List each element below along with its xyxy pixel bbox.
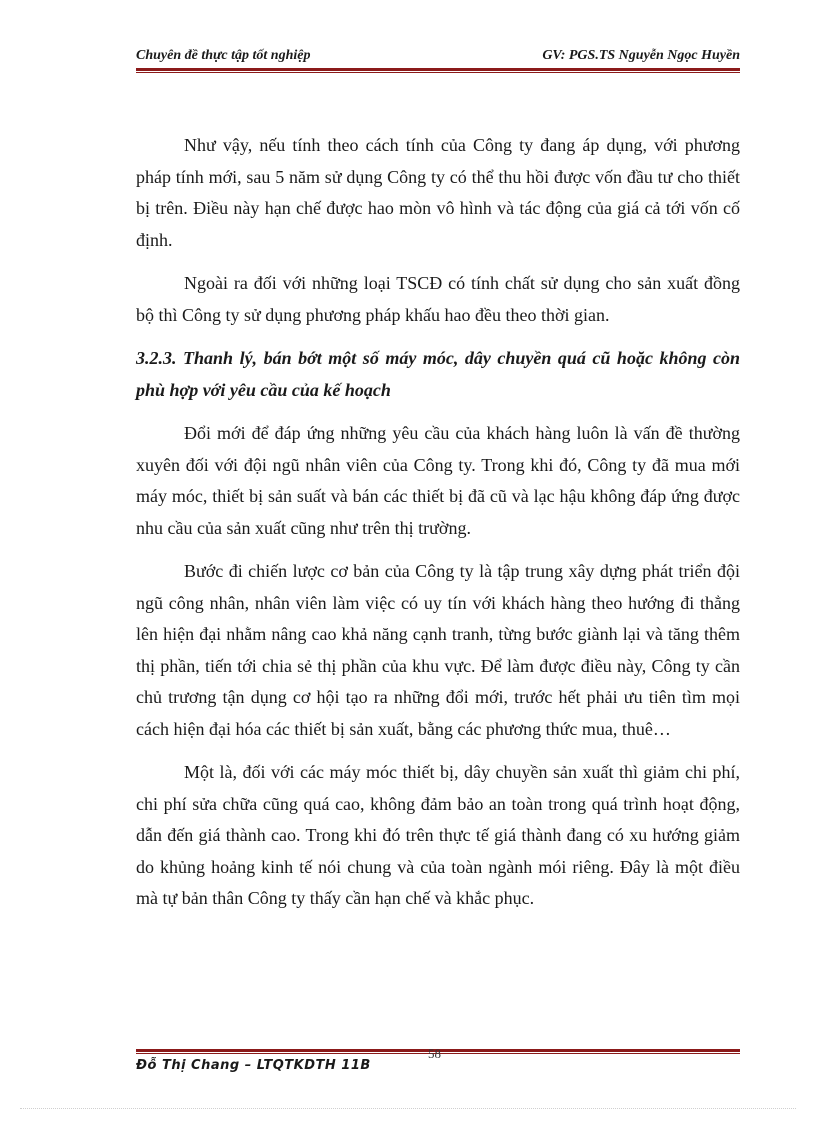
- paragraph-5: Một là, đối với các máy móc thiết bị, dây chuyền sản xuất thì giảm chi phí, chi phí sửa chữa cũng quá cao, không đảm bảo an toàn trong quá trình hoạt động, dẫn đến giá thành cao. Trong khi đó trên thực tế giá thành đang có xu hướng giảm do khủng hoảng kinh tế nói chung và của toàn ngành mói riêng. Đây là một điều mà tự bản thân Công ty thấy cần hạn chế và khắc phục.: [136, 762, 740, 908]
- paragraph-1: Như vậy, nếu tính theo cách tính của Công ty đang áp dụng, với phương pháp tính mới, sau 5 năm sử dụng Công ty có thể thu hồi được vốn đầu tư cho thiết bị trên. Điều này hạn chế được hao mòn vô hình và tác động của giá cả tới vốn cố định.: [136, 135, 740, 250]
- header-rule-thin: [136, 72, 740, 73]
- paragraph-3: Đổi mới để đáp ứng những yêu cầu của khách hàng luôn là vấn đề thường xuyên đối với đội ngũ nhân viên của Công ty. Trong khi đó, Công ty đã mua mới máy móc, thiết bị sản suất và bán các thiết bị đã cũ và lạc hậu không đáp ứng được nhu cầu của sản xuất cũng như trên thị trường.: [136, 423, 740, 538]
- page-header: [136, 46, 740, 68]
- paragraph-4: Bước đi chiến lược cơ bản của Công ty là tập trung xây dựng phát triển đội ngũ công nhân, nhân viên làm việc có uy tín với khách hàng theo hướng đi thẳng lên hiện đại nhằm nâng cao khả năng cạnh tranh, từng bước giành lại và tăng thêm thị phần, tiến tới chia sẻ thị phần của khu vực. Để làm được điều này, Công ty cần chủ trương tận dụng cơ hội tạo ra những đổi mới, trước hết phải ưu tiên tìm mọi cách hiện đại hóa các thiết bị sản xuất, bằng các phương thức mua, thuê…: [136, 561, 740, 739]
- header-title: Chuyên đề thực tập tốt nghiệp: [136, 48, 311, 63]
- paragraph-2: Ngoài ra đối với những loại TSCĐ có tính chất sử dụng cho sản xuất đồng bộ thì Công ty sử dụng phương pháp khấu hao đều theo thời gian.: [136, 273, 740, 325]
- document-body: [136, 130, 740, 927]
- page-number: 58: [428, 1046, 441, 1061]
- header-rule-thick: [136, 68, 740, 71]
- section-heading: 3.2.3. Thanh lý, bán bớt một số máy móc, dây chuyền quá cũ hoặc không còn phù hợp với yêu cầu của kế hoạch: [136, 348, 740, 400]
- footer-author: Đỗ Thị Chang – LTQTKDTH 11B: [136, 1058, 371, 1073]
- header-advisor: GV: PGS.TS Nguyễn Ngọc Huyền: [542, 48, 740, 63]
- page-edge-divider: [20, 1108, 796, 1109]
